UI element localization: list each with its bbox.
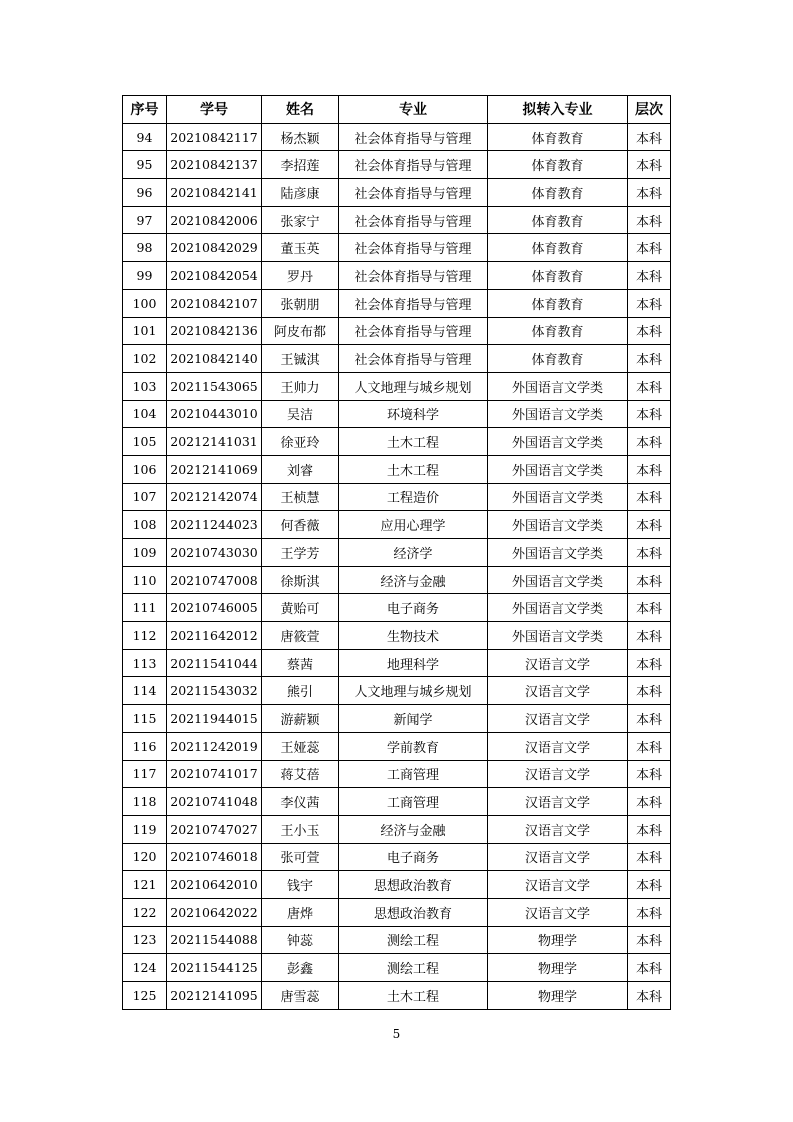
level-cell: 本科 bbox=[628, 262, 671, 290]
table-row bbox=[123, 566, 671, 594]
student-id-cell: 20210842141 bbox=[167, 179, 262, 207]
student-id-cell: 20210741017 bbox=[167, 760, 262, 788]
student-id-cell: 20210842029 bbox=[167, 234, 262, 262]
name-cell: 唐筱萱 bbox=[262, 622, 339, 650]
target-major-cell: 外国语言文学类 bbox=[488, 455, 628, 483]
serial-number-cell: 100 bbox=[123, 289, 167, 317]
major-cell: 生物技术 bbox=[339, 622, 488, 650]
table-row bbox=[123, 289, 671, 317]
name-cell: 游薪颖 bbox=[262, 705, 339, 733]
target-major-cell: 物理学 bbox=[488, 982, 628, 1010]
table-row bbox=[123, 206, 671, 234]
name-cell: 蒋艾蓓 bbox=[262, 760, 339, 788]
target-major-cell: 汉语言文学 bbox=[488, 815, 628, 843]
name-cell: 李招莲 bbox=[262, 151, 339, 179]
serial-number-cell: 125 bbox=[123, 982, 167, 1010]
table-row bbox=[123, 871, 671, 899]
name-cell: 王小玉 bbox=[262, 815, 339, 843]
student-id-cell: 20211541044 bbox=[167, 649, 262, 677]
name-cell: 王娅蕊 bbox=[262, 732, 339, 760]
level-cell: 本科 bbox=[628, 206, 671, 234]
serial-number-cell: 120 bbox=[123, 843, 167, 871]
serial-number-cell: 113 bbox=[123, 649, 167, 677]
target-major-cell: 汉语言文学 bbox=[488, 760, 628, 788]
target-major-cell: 外国语言文学类 bbox=[488, 594, 628, 622]
table-row bbox=[123, 677, 671, 705]
serial-number-cell: 94 bbox=[123, 123, 167, 151]
student-id-cell: 20210842136 bbox=[167, 317, 262, 345]
major-cell: 工商管理 bbox=[339, 760, 488, 788]
major-cell: 环境科学 bbox=[339, 400, 488, 428]
table-row bbox=[123, 511, 671, 539]
student-id-cell: 20210842140 bbox=[167, 345, 262, 373]
target-major-cell: 体育教育 bbox=[488, 206, 628, 234]
student-id-cell: 20212141031 bbox=[167, 428, 262, 456]
serial-number-cell: 118 bbox=[123, 788, 167, 816]
serial-number-cell: 103 bbox=[123, 372, 167, 400]
page-number: 5 bbox=[392, 1027, 401, 1041]
student-id-cell: 20210842054 bbox=[167, 262, 262, 290]
student-id-cell: 20210842137 bbox=[167, 151, 262, 179]
serial-number-cell: 98 bbox=[123, 234, 167, 262]
major-cell: 应用心理学 bbox=[339, 511, 488, 539]
serial-number-cell: 119 bbox=[123, 815, 167, 843]
level-cell: 本科 bbox=[628, 898, 671, 926]
serial-number-cell: 115 bbox=[123, 705, 167, 733]
major-cell: 社会体育指导与管理 bbox=[339, 289, 488, 317]
serial-number-cell: 102 bbox=[123, 345, 167, 373]
level-cell: 本科 bbox=[628, 317, 671, 345]
table-row bbox=[123, 898, 671, 926]
level-cell: 本科 bbox=[628, 400, 671, 428]
header-target-major: 拟转入专业 bbox=[488, 96, 628, 124]
serial-number-cell: 124 bbox=[123, 954, 167, 982]
level-cell: 本科 bbox=[628, 372, 671, 400]
name-cell: 钱宇 bbox=[262, 871, 339, 899]
major-cell: 经济与金融 bbox=[339, 815, 488, 843]
major-cell: 思想政治教育 bbox=[339, 898, 488, 926]
student-id-cell: 20212141069 bbox=[167, 455, 262, 483]
name-cell: 刘睿 bbox=[262, 455, 339, 483]
name-cell: 杨杰颖 bbox=[262, 123, 339, 151]
serial-number-cell: 122 bbox=[123, 898, 167, 926]
table-row bbox=[123, 926, 671, 954]
target-major-cell: 外国语言文学类 bbox=[488, 372, 628, 400]
name-cell: 李仪茜 bbox=[262, 788, 339, 816]
major-cell: 土木工程 bbox=[339, 455, 488, 483]
student-id-cell: 20210443010 bbox=[167, 400, 262, 428]
student-id-cell: 20211544125 bbox=[167, 954, 262, 982]
table-row bbox=[123, 262, 671, 290]
name-cell: 董玉英 bbox=[262, 234, 339, 262]
major-cell: 电子商务 bbox=[339, 594, 488, 622]
name-cell: 陆彦康 bbox=[262, 179, 339, 207]
name-cell: 黄贻可 bbox=[262, 594, 339, 622]
header-serial-number: 序号 bbox=[123, 96, 167, 124]
table-row bbox=[123, 622, 671, 650]
level-cell: 本科 bbox=[628, 123, 671, 151]
serial-number-cell: 104 bbox=[123, 400, 167, 428]
student-id-cell: 20210842117 bbox=[167, 123, 262, 151]
major-cell: 人文地理与城乡规划 bbox=[339, 677, 488, 705]
name-cell: 张家宁 bbox=[262, 206, 339, 234]
target-major-cell: 物理学 bbox=[488, 926, 628, 954]
table-row bbox=[123, 345, 671, 373]
name-cell: 唐雪蕊 bbox=[262, 982, 339, 1010]
serial-number-cell: 108 bbox=[123, 511, 167, 539]
level-cell: 本科 bbox=[628, 677, 671, 705]
student-id-cell: 20211543032 bbox=[167, 677, 262, 705]
student-id-cell: 20210743030 bbox=[167, 539, 262, 567]
major-cell: 人文地理与城乡规划 bbox=[339, 372, 488, 400]
level-cell: 本科 bbox=[628, 788, 671, 816]
serial-number-cell: 105 bbox=[123, 428, 167, 456]
table-row bbox=[123, 788, 671, 816]
serial-number-cell: 106 bbox=[123, 455, 167, 483]
serial-number-cell: 112 bbox=[123, 622, 167, 650]
name-cell: 熊引 bbox=[262, 677, 339, 705]
level-cell: 本科 bbox=[628, 982, 671, 1010]
target-major-cell: 体育教育 bbox=[488, 234, 628, 262]
table-row bbox=[123, 843, 671, 871]
table-row bbox=[123, 455, 671, 483]
student-id-cell: 20211242019 bbox=[167, 732, 262, 760]
student-id-cell: 20210747008 bbox=[167, 566, 262, 594]
name-cell: 王学芳 bbox=[262, 539, 339, 567]
student-id-cell: 20210842006 bbox=[167, 206, 262, 234]
major-cell: 土木工程 bbox=[339, 428, 488, 456]
header-name: 姓名 bbox=[262, 96, 339, 124]
name-cell: 彭鑫 bbox=[262, 954, 339, 982]
target-major-cell: 外国语言文学类 bbox=[488, 428, 628, 456]
level-cell: 本科 bbox=[628, 871, 671, 899]
target-major-cell: 外国语言文学类 bbox=[488, 400, 628, 428]
name-cell: 蔡茜 bbox=[262, 649, 339, 677]
major-cell: 电子商务 bbox=[339, 843, 488, 871]
target-major-cell: 汉语言文学 bbox=[488, 788, 628, 816]
serial-number-cell: 96 bbox=[123, 179, 167, 207]
student-id-cell: 20210746018 bbox=[167, 843, 262, 871]
target-major-cell: 汉语言文学 bbox=[488, 732, 628, 760]
table-row bbox=[123, 179, 671, 207]
target-major-cell: 外国语言文学类 bbox=[488, 622, 628, 650]
name-cell: 张朝朋 bbox=[262, 289, 339, 317]
header-level: 层次 bbox=[628, 96, 671, 124]
student-id-cell: 20211642012 bbox=[167, 622, 262, 650]
level-cell: 本科 bbox=[628, 926, 671, 954]
name-cell: 钟蕊 bbox=[262, 926, 339, 954]
major-cell: 思想政治教育 bbox=[339, 871, 488, 899]
table-row bbox=[123, 815, 671, 843]
student-id-cell: 20210746005 bbox=[167, 594, 262, 622]
student-id-cell: 20210747027 bbox=[167, 815, 262, 843]
level-cell: 本科 bbox=[628, 649, 671, 677]
table-row bbox=[123, 760, 671, 788]
level-cell: 本科 bbox=[628, 179, 671, 207]
student-id-cell: 20210642010 bbox=[167, 871, 262, 899]
major-cell: 工商管理 bbox=[339, 788, 488, 816]
table-row bbox=[123, 732, 671, 760]
name-cell: 徐斯淇 bbox=[262, 566, 339, 594]
name-cell: 王铖淇 bbox=[262, 345, 339, 373]
table-header-row bbox=[123, 96, 671, 124]
serial-number-cell: 117 bbox=[123, 760, 167, 788]
major-cell: 经济学 bbox=[339, 539, 488, 567]
student-id-cell: 20210741048 bbox=[167, 788, 262, 816]
target-major-cell: 体育教育 bbox=[488, 262, 628, 290]
table-row bbox=[123, 372, 671, 400]
table-row bbox=[123, 954, 671, 982]
major-cell: 土木工程 bbox=[339, 982, 488, 1010]
target-major-cell: 体育教育 bbox=[488, 289, 628, 317]
target-major-cell: 汉语言文学 bbox=[488, 677, 628, 705]
serial-number-cell: 111 bbox=[123, 594, 167, 622]
major-cell: 社会体育指导与管理 bbox=[339, 151, 488, 179]
major-cell: 地理科学 bbox=[339, 649, 488, 677]
target-major-cell: 体育教育 bbox=[488, 345, 628, 373]
target-major-cell: 体育教育 bbox=[488, 151, 628, 179]
level-cell: 本科 bbox=[628, 705, 671, 733]
table-row bbox=[123, 982, 671, 1010]
table-row bbox=[123, 649, 671, 677]
target-major-cell: 外国语言文学类 bbox=[488, 511, 628, 539]
serial-number-cell: 97 bbox=[123, 206, 167, 234]
level-cell: 本科 bbox=[628, 760, 671, 788]
major-cell: 社会体育指导与管理 bbox=[339, 206, 488, 234]
major-cell: 社会体育指导与管理 bbox=[339, 123, 488, 151]
student-id-cell: 20211944015 bbox=[167, 705, 262, 733]
level-cell: 本科 bbox=[628, 539, 671, 567]
serial-number-cell: 114 bbox=[123, 677, 167, 705]
target-major-cell: 体育教育 bbox=[488, 317, 628, 345]
serial-number-cell: 95 bbox=[123, 151, 167, 179]
level-cell: 本科 bbox=[628, 345, 671, 373]
major-cell: 工程造价 bbox=[339, 483, 488, 511]
header-major: 专业 bbox=[339, 96, 488, 124]
level-cell: 本科 bbox=[628, 622, 671, 650]
target-major-cell: 汉语言文学 bbox=[488, 649, 628, 677]
name-cell: 王桢慧 bbox=[262, 483, 339, 511]
target-major-cell: 汉语言文学 bbox=[488, 705, 628, 733]
serial-number-cell: 123 bbox=[123, 926, 167, 954]
table-row bbox=[123, 539, 671, 567]
level-cell: 本科 bbox=[628, 234, 671, 262]
target-major-cell: 体育教育 bbox=[488, 179, 628, 207]
name-cell: 唐烨 bbox=[262, 898, 339, 926]
level-cell: 本科 bbox=[628, 289, 671, 317]
level-cell: 本科 bbox=[628, 455, 671, 483]
target-major-cell: 汉语言文学 bbox=[488, 843, 628, 871]
serial-number-cell: 107 bbox=[123, 483, 167, 511]
name-cell: 张可萱 bbox=[262, 843, 339, 871]
target-major-cell: 外国语言文学类 bbox=[488, 483, 628, 511]
student-id-cell: 20211543065 bbox=[167, 372, 262, 400]
major-cell: 测绘工程 bbox=[339, 926, 488, 954]
table-row bbox=[123, 594, 671, 622]
serial-number-cell: 121 bbox=[123, 871, 167, 899]
serial-number-cell: 110 bbox=[123, 566, 167, 594]
serial-number-cell: 109 bbox=[123, 539, 167, 567]
table-row bbox=[123, 705, 671, 733]
table-row bbox=[123, 483, 671, 511]
major-cell: 社会体育指导与管理 bbox=[339, 262, 488, 290]
level-cell: 本科 bbox=[628, 954, 671, 982]
table-row bbox=[123, 400, 671, 428]
student-id-cell: 20210642022 bbox=[167, 898, 262, 926]
target-major-cell: 体育教育 bbox=[488, 123, 628, 151]
level-cell: 本科 bbox=[628, 428, 671, 456]
target-major-cell: 汉语言文学 bbox=[488, 898, 628, 926]
major-cell: 社会体育指导与管理 bbox=[339, 317, 488, 345]
student-id-cell: 20212141095 bbox=[167, 982, 262, 1010]
name-cell: 阿皮布都 bbox=[262, 317, 339, 345]
table-row bbox=[123, 234, 671, 262]
student-id-cell: 20211244023 bbox=[167, 511, 262, 539]
level-cell: 本科 bbox=[628, 594, 671, 622]
name-cell: 罗丹 bbox=[262, 262, 339, 290]
serial-number-cell: 116 bbox=[123, 732, 167, 760]
name-cell: 王帅力 bbox=[262, 372, 339, 400]
level-cell: 本科 bbox=[628, 843, 671, 871]
target-major-cell: 外国语言文学类 bbox=[488, 566, 628, 594]
student-id-cell: 20212142074 bbox=[167, 483, 262, 511]
level-cell: 本科 bbox=[628, 732, 671, 760]
student-id-cell: 20211544088 bbox=[167, 926, 262, 954]
table-row bbox=[123, 428, 671, 456]
serial-number-cell: 101 bbox=[123, 317, 167, 345]
level-cell: 本科 bbox=[628, 566, 671, 594]
table-row bbox=[123, 151, 671, 179]
level-cell: 本科 bbox=[628, 151, 671, 179]
major-cell: 新闻学 bbox=[339, 705, 488, 733]
table-row bbox=[123, 317, 671, 345]
level-cell: 本科 bbox=[628, 511, 671, 539]
header-student-id: 学号 bbox=[167, 96, 262, 124]
major-cell: 测绘工程 bbox=[339, 954, 488, 982]
table-body bbox=[123, 123, 671, 1009]
target-major-cell: 物理学 bbox=[488, 954, 628, 982]
level-cell: 本科 bbox=[628, 815, 671, 843]
name-cell: 何香薇 bbox=[262, 511, 339, 539]
major-cell: 经济与金融 bbox=[339, 566, 488, 594]
major-cell: 社会体育指导与管理 bbox=[339, 345, 488, 373]
name-cell: 徐亚玲 bbox=[262, 428, 339, 456]
name-cell: 吴洁 bbox=[262, 400, 339, 428]
major-cell: 社会体育指导与管理 bbox=[339, 179, 488, 207]
serial-number-cell: 99 bbox=[123, 262, 167, 290]
target-major-cell: 汉语言文学 bbox=[488, 871, 628, 899]
target-major-cell: 外国语言文学类 bbox=[488, 539, 628, 567]
student-id-cell: 20210842107 bbox=[167, 289, 262, 317]
major-cell: 社会体育指导与管理 bbox=[339, 234, 488, 262]
major-cell: 学前教育 bbox=[339, 732, 488, 760]
table-row bbox=[123, 123, 671, 151]
level-cell: 本科 bbox=[628, 483, 671, 511]
student-transfer-table bbox=[122, 95, 671, 1010]
